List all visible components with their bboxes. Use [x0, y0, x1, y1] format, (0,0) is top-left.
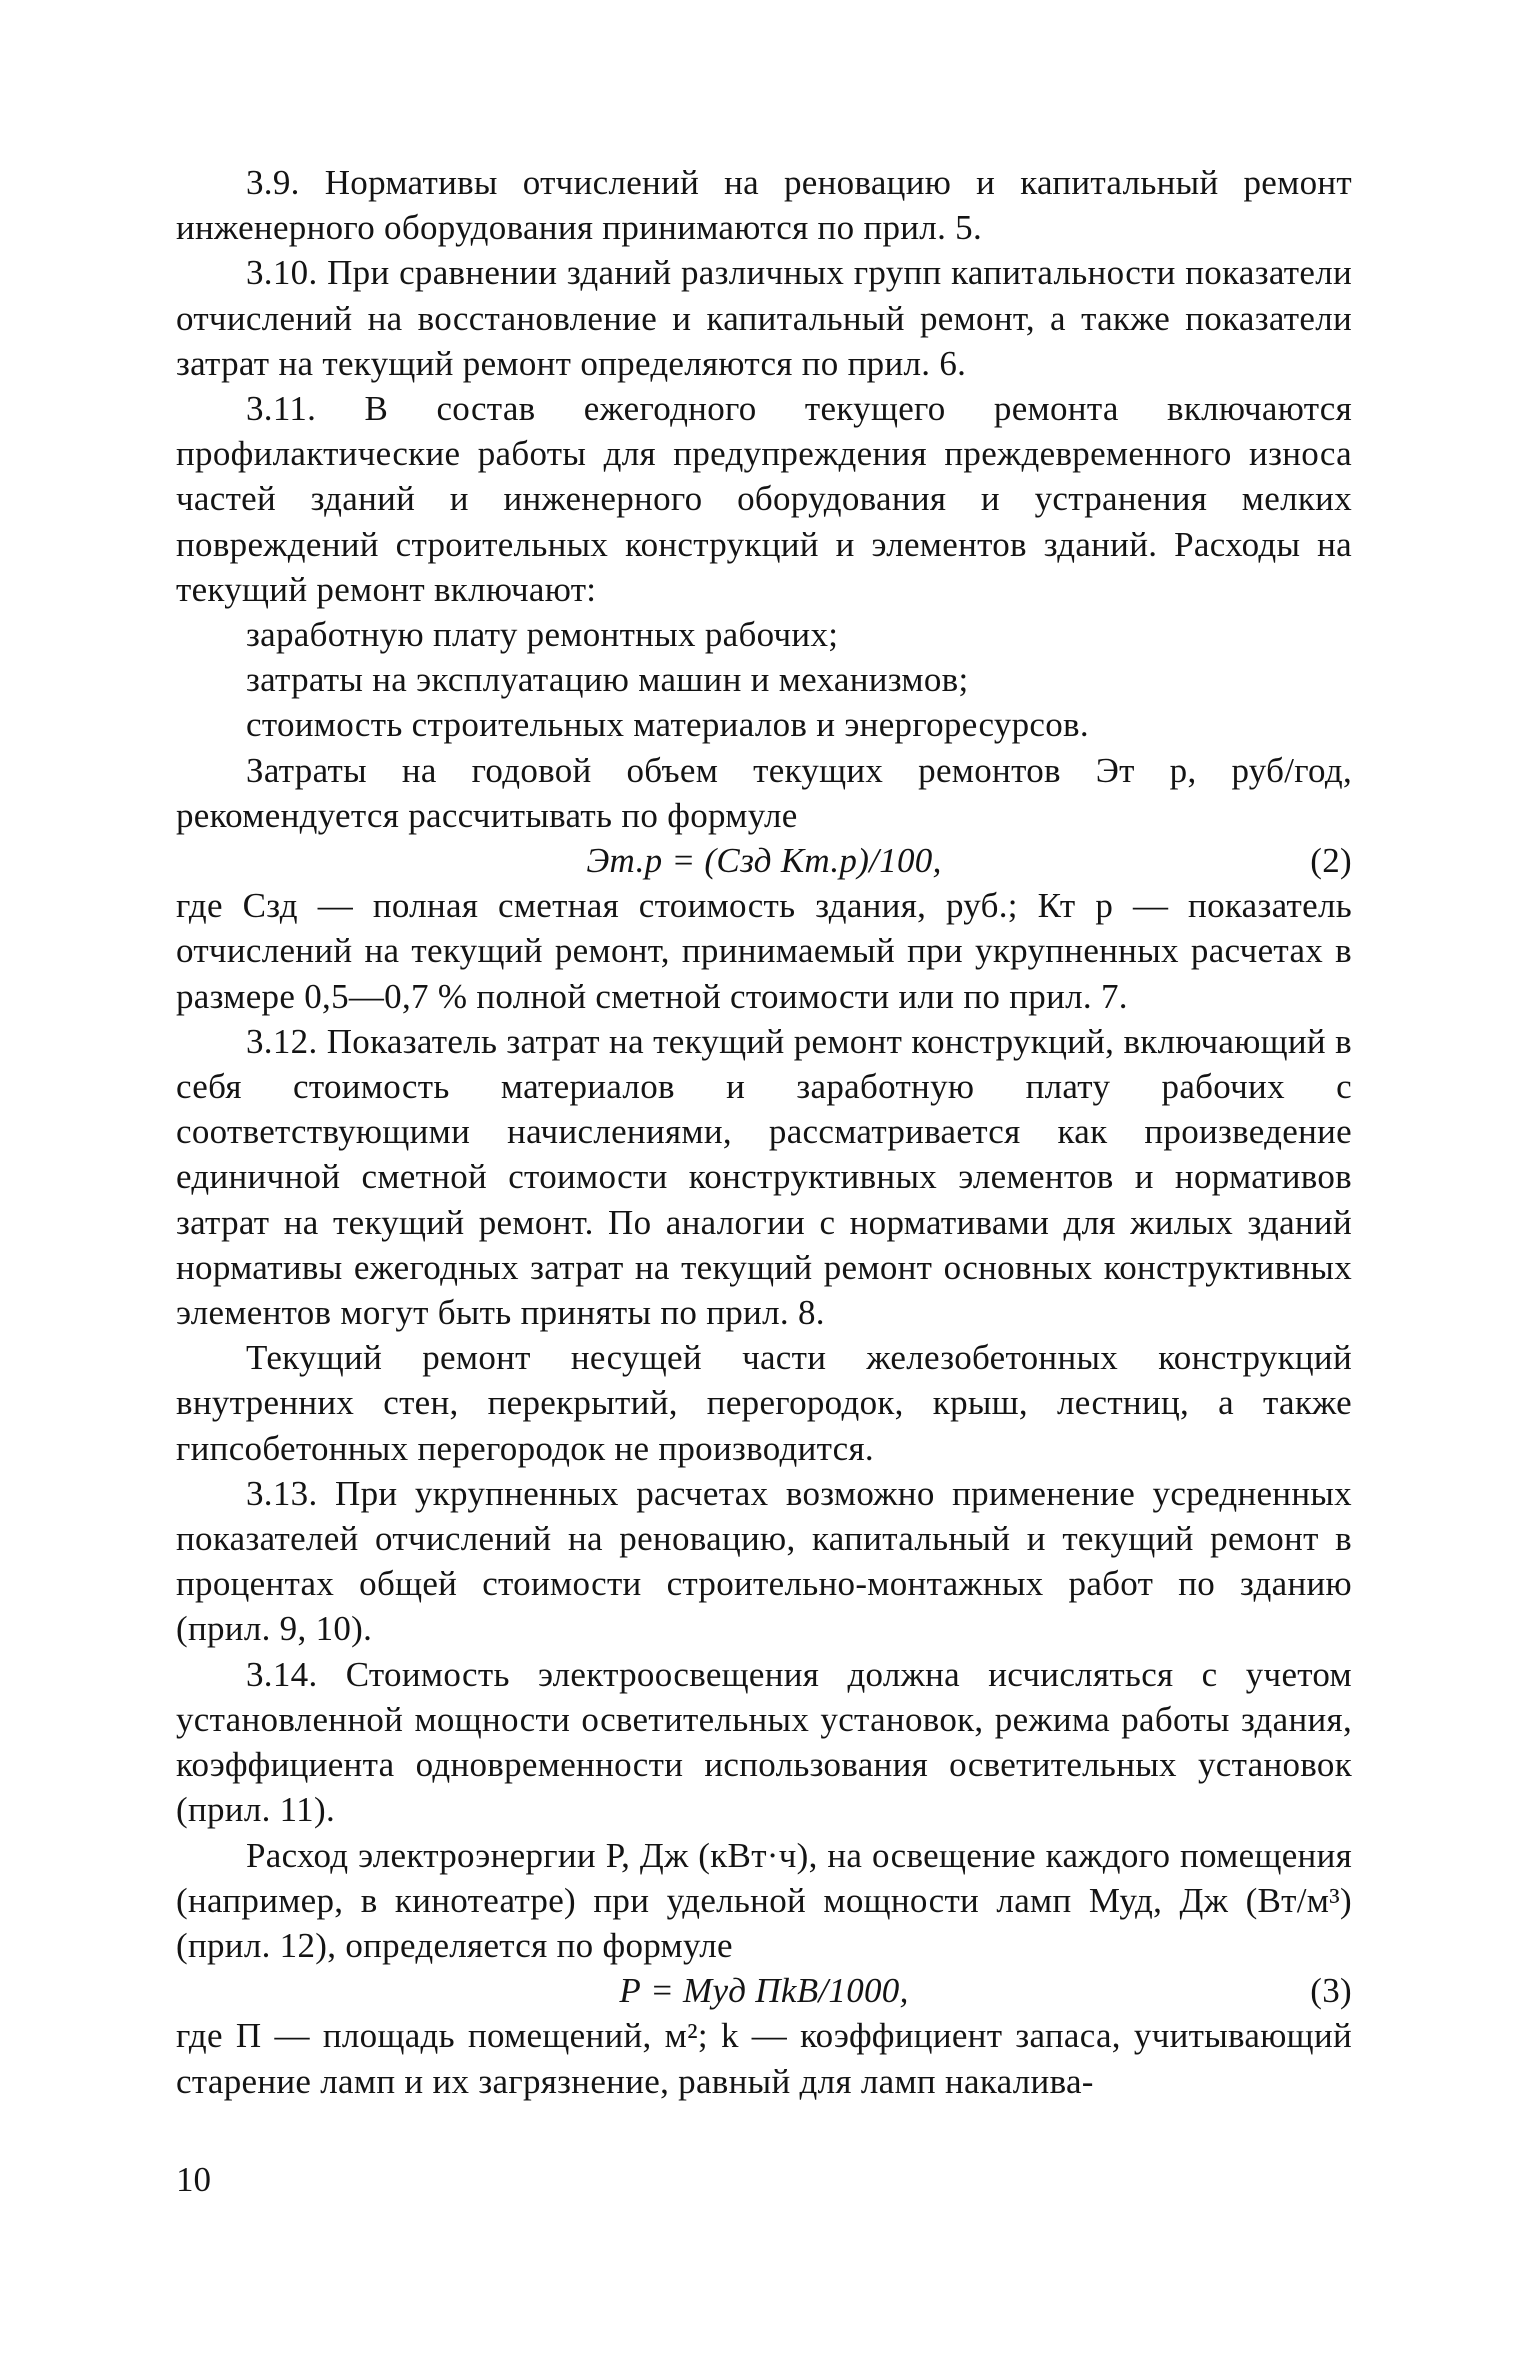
page-number: 10 — [176, 2160, 211, 2199]
list-item: стоимость строительных материалов и энергоресурсов. — [246, 705, 1089, 745]
formula-3-expression: Р = Муд ПkВ/1000, — [619, 1971, 909, 2011]
paragraph-3-9: 3.9. Нормативы отчислений на реновацию и капитальный ремонт инженерного оборудования принимаются по прил. 5. — [176, 163, 1352, 248]
document-page — [176, 160, 1352, 2104]
paragraph-3-14: 3.14. Стоимость электроосвещения должна исчисляться с учетом установленной мощности осветительных установок, режима работы здания, коэффициента одновременности использования осветительных установок (прил. 11). — [176, 1654, 1352, 1830]
paragraph-3-10: 3.10. При сравнении зданий различных групп капитальности показатели отчислений на восстановление и капитальный ремонт, а также показатели затрат на текущий ремонт определяются по прил. 6. — [176, 253, 1352, 383]
paragraph-3-13: 3.13. При укрупненных расчетах возможно применение усредненных показателей отчислений на реновацию, капитальный и текущий ремонт в процентах общей стоимости строительно-монтажных работ по зданию (прил. 9, 10). — [176, 1473, 1352, 1649]
formula-2-number: (2) — [1310, 841, 1352, 881]
load-bearing-note: Текущий ремонт несущей части железобетонных конструкций внутренних стен, перекрытий, перегородок, крыш, лестниц, а также гипсобетонных перегородок не производится. — [176, 1338, 1352, 1468]
paragraph-3-11: 3.11. В состав ежегодного текущего ремонта включаются профилактические работы для предупреждения преждевременного износа частей зданий и инженерного оборудования и устранения мелких повреждений строительных конструкций и элементов зданий. Расходы на текущий ремонт включают: — [176, 389, 1352, 609]
formula-3 — [176, 1968, 1352, 2013]
list-item: затраты на эксплуатацию машин и механизмов; — [246, 660, 969, 700]
list-item: заработную плату ремонтных рабочих; — [246, 615, 839, 655]
formula-3-number: (3) — [1310, 1971, 1352, 2011]
costs-intro: Затраты на годовой объем текущих ремонтов Эт р, руб/год, рекомендуется рассчитывать по формуле — [176, 750, 1352, 835]
paragraph-3-12: 3.12. Показатель затрат на текущий ремонт конструкций, включающий в себя стоимость материалов и заработную плату рабочих с соответствующими начислениями, рассматривается как произведение единичной сметной стоимости конструктивных элементов и нормативов затрат на текущий ремонт. По аналогии с нормативами для жилых зданий нормативы ежегодных затрат на текущий ремонт основных конструктивных элементов могут быть приняты по прил. 8. — [176, 1021, 1352, 1333]
energy-intro: Расход электроэнергии Р, Дж (кВт·ч), на освещение каждого помещения (например, в кинотеатре) при удельной мощности ламп Муд, Дж (Вт/м³) (прил. 12), определяется по формуле — [176, 1835, 1352, 1965]
formula-3-legend: где П — площадь помещений, м²; k — коэффициент запаса, учитывающий старение ламп и их загрязнение, равный для ламп накалива- — [176, 2016, 1352, 2101]
formula-2-expression: Эт.р = (Сзд Кт.р)/100, — [586, 841, 942, 881]
formula-2-legend: где Сзд — полная сметная стоимость здания, руб.; Кт р — показатель отчислений на текущий ремонт, принимаемый при укрупненных расчетах в размере 0,5—0,7 % полной сметной стоимости или по прил. 7. — [176, 886, 1352, 1016]
formula-2 — [176, 838, 1352, 883]
